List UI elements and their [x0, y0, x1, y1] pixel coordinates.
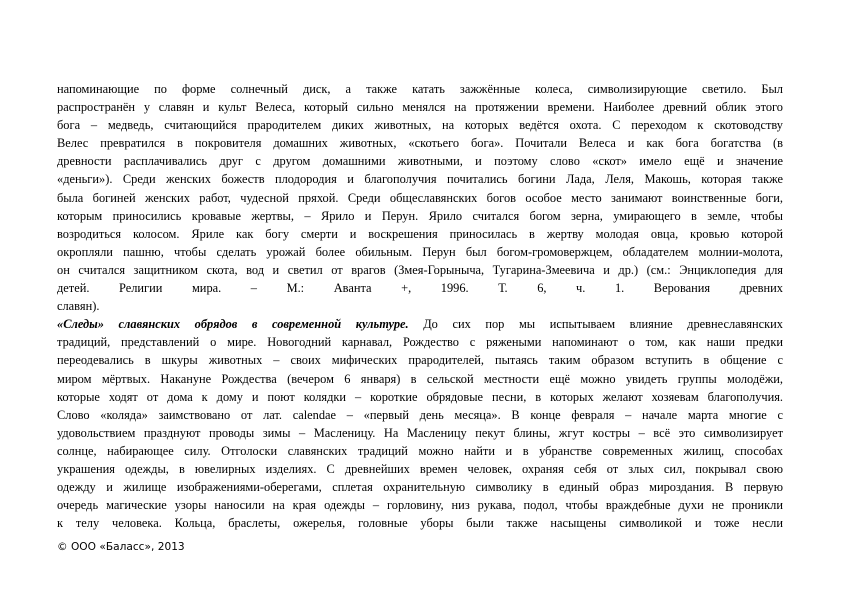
- line-text: возродиться колосом. Яриле как богу смерти и воскрешения приносилась в жертву молодая овца, кровью которой: [57, 226, 783, 241]
- text-line: [57, 98, 783, 116]
- text-line: [57, 297, 783, 315]
- text-line: [57, 514, 783, 532]
- text-line: [57, 315, 783, 333]
- copyright-footer: © ООО «Баласс», 2013: [57, 541, 185, 553]
- line-text: удовольствием празднуют проводы зимы – Масленицу. На Масленицу пекут блины, жгут костры – всё это символизирует: [57, 425, 783, 440]
- text-line: [57, 496, 783, 514]
- line-text: он считался защитником скота, вод и светил от врагов (Змея-Горыныча, Тугарина-Змеевича и др.) (см.: Энциклопедия для: [57, 262, 783, 277]
- text-line: [57, 152, 783, 170]
- line-text: напоминающие по форме солнечный диск, а также катать зажжённые колеса, символизирующие светило. Был: [57, 82, 783, 96]
- text-line: [57, 406, 783, 424]
- line-text: одежду и жилище изображениями-оберегами, сплетая охранительную символику в единый образ мироздания. В первую: [57, 480, 783, 495]
- text-line: [57, 279, 783, 297]
- line-text: Велес превратился в покровителя домашних животных, «скотьего бога». Почитали Велеса и как бога богатства (в: [57, 136, 783, 151]
- line-text: окропляли пашню, чтобы сделать урожай более обильным. Перун был богом-громовержцем, обладателем молнии-молота,: [57, 244, 783, 259]
- line-text: бога – медведь, считающийся прародителем диких животных, на которых ведётся охота. С переходом к скотоводству: [57, 118, 783, 133]
- text-line: [57, 333, 783, 351]
- text-line: [57, 424, 783, 442]
- line-text: которые ходят от дома к дому и поют колядки – короткие обрядовые песни, в которых желают хозяевам благополучия.: [57, 389, 783, 404]
- line-text: миром мёртвых. Накануне Рождества (вечером 6 января) в сельской местности ещё можно увидеть группы молодёжи,: [57, 371, 783, 386]
- line-text: древности расплачивались друг с другом домашними животными, и поэтому слово «скот» имело ещё и значение: [57, 154, 783, 169]
- text-line: [57, 442, 783, 460]
- line-text: детей. Религии мира. – М.: Аванта +, 1996. Т. 6, ч. 1. Верования древних: [57, 281, 783, 296]
- line-text: традиций, представлений о мире. Новогодний карнавал, Рождество с ряжеными напоминают о том, как наши предки: [57, 335, 783, 350]
- section-heading: «Следы» славянских обрядов в современной культуре.: [57, 317, 409, 332]
- text-line: [57, 351, 783, 369]
- line-text: которым приносились кровавые жертвы, – Ярило и Перун. Ярило считался богом зерна, умирающего в земле, чтобы: [57, 208, 783, 223]
- line-text: Слово «коляда» заимствовано от лат. calendae – «первый день месяца». В конце февраля – начале марта многие с: [57, 407, 783, 422]
- line-text: к телу человека. Кольца, браслеты, ожерелья, головные уборы были также насыщены символикой и тоже несли: [57, 516, 783, 531]
- text-line: [57, 225, 783, 243]
- line-text: распространён у славян и культ Велеса, который сильно менялся на протяжении времени. Наиболее древний облик этого: [57, 100, 783, 115]
- line-text: «деньги»). Среди женских божеств плодородия и благополучия почитались богини Лада, Леля, Макошь, которая также: [57, 172, 783, 187]
- line-text: была богиней женских работ, чудесной пряхой. Среди общеславянских богов особое место занимают воинственные боги,: [57, 190, 783, 205]
- text-line: [57, 116, 783, 134]
- line-text: солнце, набирающее силу. Отголоски славянских традиций можно найти и в убранстве современных жилищ, способах: [57, 443, 783, 458]
- text-line: [57, 207, 783, 225]
- text-line: [57, 243, 783, 261]
- text-line: [57, 478, 783, 496]
- text-line: [57, 170, 783, 188]
- text-line: [57, 388, 783, 406]
- line-text: очередь магические узоры наносили на края одежды – горловину, низ рукава, подол, чтобы враждебные духи не проникли: [57, 498, 783, 513]
- body-text: [57, 80, 783, 532]
- text-line: [57, 460, 783, 478]
- text-line: [57, 261, 783, 279]
- line-text: До сих пор мы испытываем влияние древнеславянских: [408, 317, 783, 332]
- text-line: [57, 80, 783, 98]
- line-text: переодевались в шкуры животных – своих мифических прародителей, пытаясь таким образом вступить в общение с: [57, 353, 783, 368]
- text-line: [57, 189, 783, 207]
- text-line: [57, 370, 783, 388]
- line-text: украшения одежды, в ювелирных изделиях. С древнейших времен человек, охраняя себя от злых сил, покрывал свою: [57, 461, 783, 476]
- text-line: [57, 134, 783, 152]
- line-text: славян).: [57, 299, 100, 314]
